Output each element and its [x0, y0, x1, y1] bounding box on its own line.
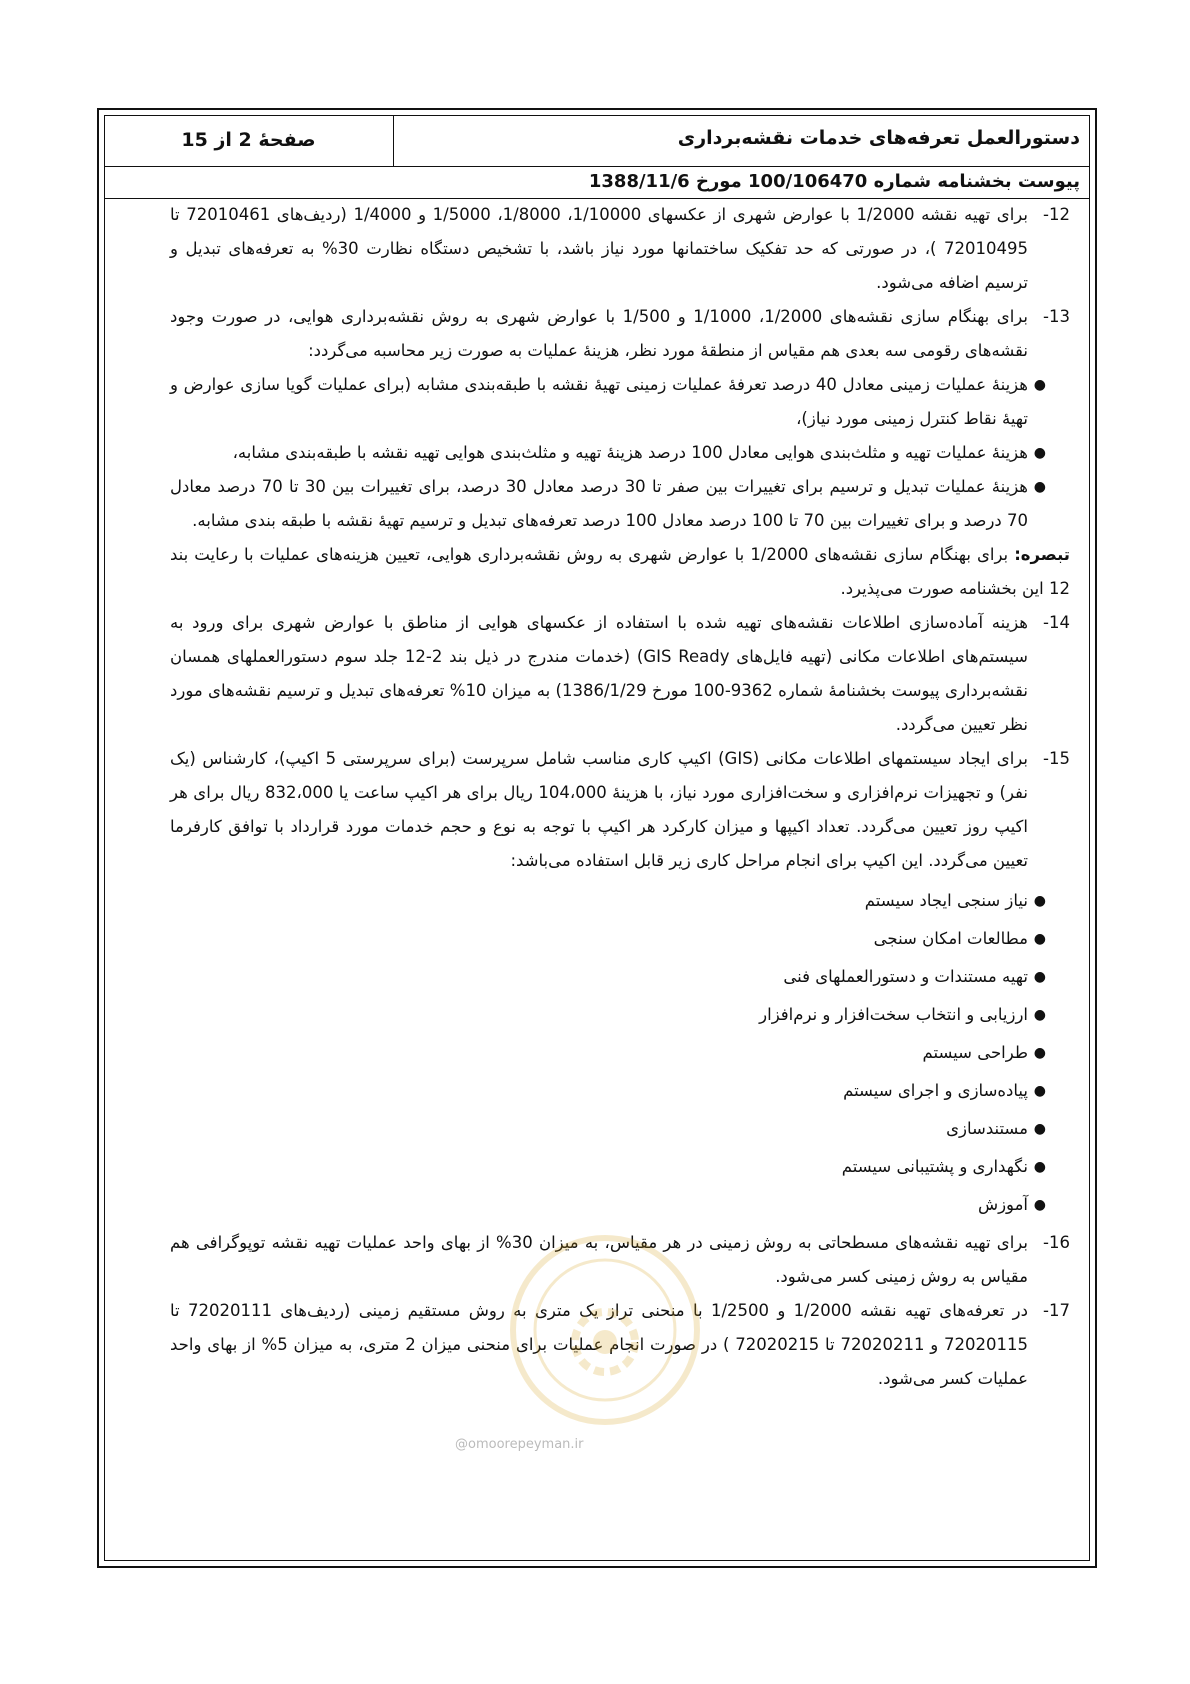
bullet-icon: ●	[1033, 969, 1046, 985]
paragraph-14	[170, 606, 1070, 742]
bullet-icon: ●	[1033, 893, 1046, 909]
list-item	[170, 1034, 1070, 1072]
bullet-icon: ●	[1033, 1159, 1046, 1175]
paragraph-text: در تعرفه‌های تهیه نقشه 1/2000 و 1/2500 با منحنی تراز یک متری به روش مستقیم زمینی (ردیف‌های 72020111 تا 72020115 و 72020211 تا 72020215 ) در صورت انجام عملیات برای منحنی میزان 2 متری، به میزان 5% از بهای واحد عملیات کسر می‌شود.	[170, 1301, 1029, 1388]
bullet-icon: ●	[1033, 1121, 1046, 1137]
list-item-text: ارزیابی و انتخاب سخت‌افزار و نرم‌افزار	[759, 1005, 1028, 1024]
list-item-text: مطالعات امکان سنجی	[873, 929, 1028, 948]
document-body	[170, 198, 1070, 1396]
list-item-text: پیاده‌سازی و اجرای سیستم	[843, 1081, 1028, 1100]
item-number: 16-	[1043, 1233, 1070, 1252]
paragraph-text: برای ایجاد سیستمهای اطلاعات مکانی (GIS) اکیپ کاری مناسب شامل سرپرست (برای سرپرستی 5 اکیپ)، کارشناس (یک نفر) و تجهیزات نرم‌افزاری و سخت‌افزاری مورد نیاز، با هزینۀ 104،000 ریال برای هر اکیپ ساعت یا 832،000 ریال برای هر اکیپ روز تعیین می‌گردد. تعداد اکیپها و میزان کارکرد هر اکیپ با توجه به نوع و حجم خدمات مورد قرارداد با توافق کارفرما تعیین می‌گردد. این اکیپ برای انجام مراحل کاری زیر قابل استفاده می‌باشد:	[170, 749, 1028, 870]
bullet-icon: ●	[1033, 1083, 1046, 1099]
document-header	[104, 115, 1090, 167]
bullet-icon: ●	[1033, 1007, 1046, 1023]
watermark-text: @omoorepeyman.ir	[455, 1437, 584, 1452]
item-number: 15-	[1043, 749, 1070, 768]
paragraph-text: برای تهیه نقشه 1/2000 با عوارض شهری از عکسهای 1/10000، 1/8000، 1/5000 و 1/4000 (ردیف‌های 72010461 تا 72010495 )، در صورتی که حد تفکیک ساختمانها مورد نیاز باشد، با تشخیص دستگاه نظارت 30% به تعرفه‌های تبدیل و ترسیم اضافه می‌شود.	[170, 205, 1029, 292]
list-item-text: تهیه مستندات و دستورالعملهای فنی	[783, 967, 1028, 986]
bullet-item	[170, 368, 1070, 436]
note-paragraph	[170, 538, 1070, 606]
paragraph-text: هزینه آماده‌سازی اطلاعات نقشه‌های تهیه شده با استفاده از عکسهای هوایی از مناطق با عوارض شهری برای ورود به سیستم‌های اطلاعات مکانی (تهیه فایل‌های GIS Ready) (خدمات مندرج در ذیل بند 2-12 جلد سوم دستورالعملهای همسان نقشه‌برداری پیوست بخشنامۀ شماره 9362-100 مورخ 1386/1/29) به میزان 10% تعرفه‌های تبدیل و ترسیم نقشه‌های مورد نظر تعیین می‌گردد.	[170, 613, 1028, 734]
note-text: برای بهنگام سازی نقشه‌های 1/2000 با عوارض شهری به روش نقشه‌برداری هوایی، تعیین هزینه‌های عملیات با رعایت بند 12 این بخشنامه صورت می‌پذیرد.	[170, 545, 1070, 598]
bullet-item	[170, 436, 1070, 470]
page-number: صفحۀ 2 از 15	[104, 115, 394, 167]
bullet-icon: ●	[1033, 377, 1046, 393]
bullet-text: هزینۀ عملیات تهیه و مثلث‌بندی هوایی معادل 100 درصد هزینۀ تهیه و مثلث‌بندی هوایی تهیه نقشه با طبقه‌بندی مشابه،	[232, 443, 1028, 462]
list-item	[170, 1072, 1070, 1110]
paragraph-15	[170, 742, 1070, 878]
list-item-text: نیاز سنجی ایجاد سیستم	[864, 891, 1028, 910]
bullet-icon: ●	[1033, 1045, 1046, 1061]
item-number: 12-	[1043, 205, 1070, 224]
paragraph-text: برای تهیه نقشه‌های مسطحاتی به روش زمینی در هر مقیاس، به میزان 30% از بهای واحد عملیات تهیه نقشه توپوگرافی هم مقیاس به روش زمینی کسر می‌شود.	[170, 1233, 1028, 1286]
paragraph-text: برای بهنگام سازی نقشه‌های 1/2000، 1/1000 و 1/500 با عوارض شهری به روش نقشه‌برداری هوایی، در صورت وجود نقشه‌های رقومی سه بعدی هم مقیاس از منطقۀ مورد نظر، هزینۀ عملیات به صورت زیر محاسبه می‌گردد:	[170, 307, 1029, 360]
reference-line: پیوست بخشنامه شماره 100/106470 مورخ 1388/11/6	[588, 171, 1080, 192]
document-title: دستورالعمل تعرفه‌های خدمات نقشه‌برداری	[677, 127, 1080, 149]
bullet-text: هزینۀ عملیات زمینی معادل 40 درصد تعرفۀ عملیات زمینی تهیۀ نقشه با طبقه‌بندی مشابه (برای عملیات گویا سازی عوارض و تهیۀ نقاط کنترل زمینی مورد نیاز)،	[170, 375, 1028, 428]
note-label: تبصره:	[1014, 545, 1070, 564]
bullet-icon: ●	[1033, 1197, 1046, 1213]
item-number: 17-	[1043, 1301, 1070, 1320]
stage-list	[170, 882, 1070, 1224]
list-item-text: طراحی سیستم	[922, 1043, 1028, 1062]
list-item	[170, 1148, 1070, 1186]
item-number: 13-	[1043, 307, 1070, 326]
bullet-icon: ●	[1033, 931, 1046, 947]
bullet-icon: ●	[1033, 479, 1046, 495]
list-item-text: مستندسازی	[946, 1119, 1028, 1138]
bullet-item	[170, 470, 1070, 538]
paragraph-13	[170, 300, 1070, 368]
watermark-seal-icon	[505, 1230, 705, 1430]
list-item-text: آموزش	[977, 1195, 1028, 1214]
list-item	[170, 1110, 1070, 1148]
list-item	[170, 1186, 1070, 1224]
list-item	[170, 958, 1070, 996]
list-item-text: نگهداری و پشتیبانی سیستم	[841, 1157, 1028, 1176]
paragraph-12	[170, 198, 1070, 300]
bullet-icon: ●	[1033, 445, 1046, 461]
item-number: 14-	[1043, 613, 1070, 632]
list-item	[170, 920, 1070, 958]
document-reference	[104, 167, 1090, 199]
list-item	[170, 882, 1070, 920]
list-item	[170, 996, 1070, 1034]
bullet-text: هزینۀ عملیات تبدیل و ترسیم برای تغییرات بین صفر تا 30 درصد معادل 30 درصد، برای تغییرات بین 30 تا 70 درصد معادل 70 درصد و برای تغییرات بین 70 تا 100 درصد معادل 100 درصد تعرفه‌های تبدیل و ترسیم تهیۀ نقشه با طبقه بندی مشابه.	[170, 477, 1029, 530]
